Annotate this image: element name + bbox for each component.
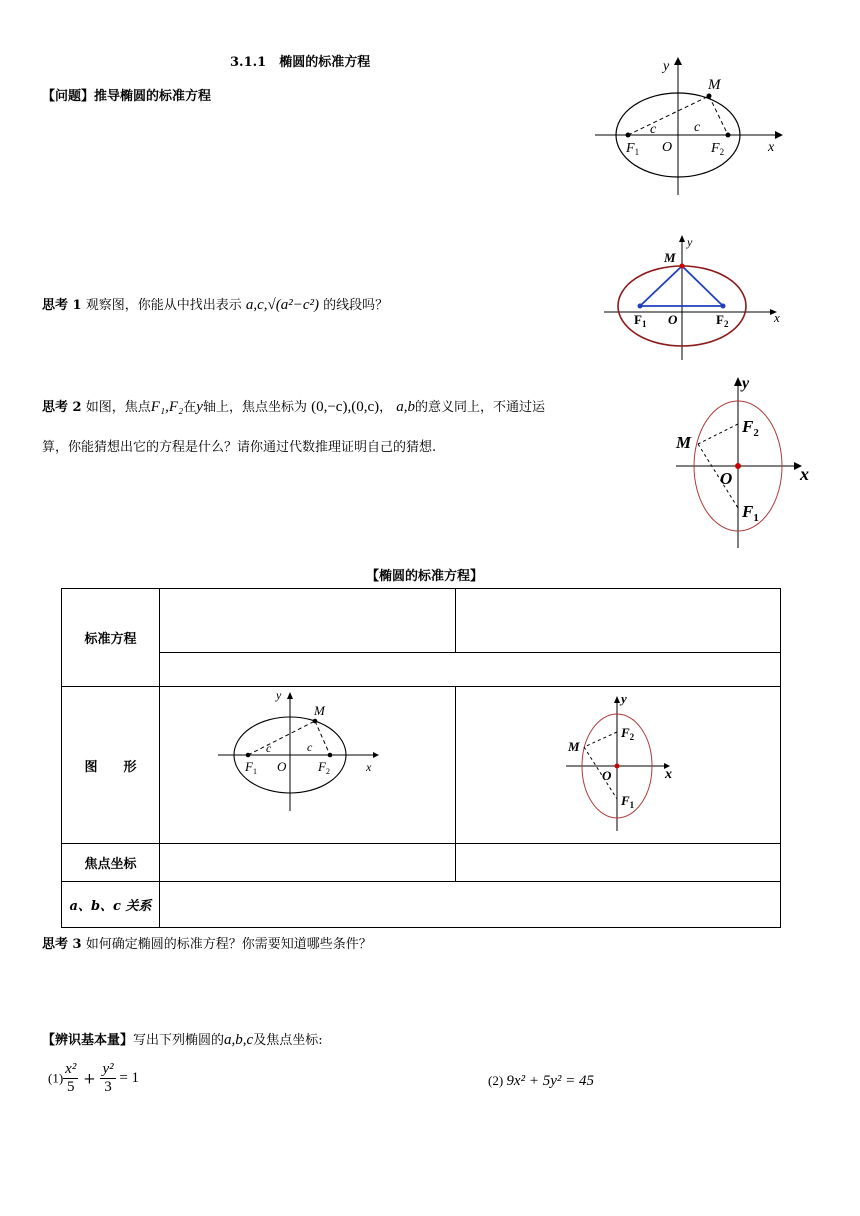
think2-text-e: 的意义同上，不通过运 bbox=[415, 400, 546, 415]
m-label: M bbox=[676, 433, 692, 452]
segment-f2-m bbox=[698, 424, 738, 444]
cell-equation-x[interactable] bbox=[160, 589, 456, 653]
exercise-2-num: (2) bbox=[488, 1073, 504, 1088]
m-label: M bbox=[664, 250, 676, 265]
x-label: x bbox=[774, 310, 780, 325]
f1-label: $F_1$ bbox=[626, 141, 640, 157]
x-label: x bbox=[665, 767, 672, 782]
think1-math: a,c,√(a²−c²) bbox=[245, 297, 320, 313]
y-axis-arrow bbox=[734, 377, 742, 386]
table-figure-vertical bbox=[456, 687, 780, 839]
identify-text-b: 及焦点坐标: bbox=[253, 1033, 323, 1048]
think2-text-d: ， bbox=[379, 400, 393, 415]
fraction-x-num: x² bbox=[65, 1061, 77, 1077]
cell-foci-y[interactable] bbox=[456, 844, 781, 882]
fraction-y-num: y² bbox=[102, 1061, 114, 1077]
exercise-2-expr: 9x² + 5y² = 45 bbox=[506, 1073, 594, 1089]
origin-label: O bbox=[668, 312, 678, 327]
think3 bbox=[42, 933, 372, 952]
f2-label: $F_2$ bbox=[716, 312, 729, 329]
identify-heading bbox=[42, 1029, 323, 1049]
exercise-2 bbox=[488, 1073, 594, 1090]
y-axis-arrow bbox=[287, 692, 293, 699]
x-label: x bbox=[800, 464, 809, 484]
row-label-foci: 焦点坐标 bbox=[62, 844, 160, 882]
think2-label: 思考 2 bbox=[42, 400, 82, 415]
c-label-right: c bbox=[307, 740, 313, 754]
fraction-x-den: 5 bbox=[67, 1079, 75, 1095]
think2-line1 bbox=[42, 396, 545, 416]
focus-f1 bbox=[626, 133, 631, 138]
c-label-right: c bbox=[694, 120, 701, 135]
segment-m-f2 bbox=[709, 96, 728, 135]
cell-foci-x[interactable] bbox=[160, 844, 456, 882]
y-label: y bbox=[276, 688, 282, 702]
cell-figure-horizontal bbox=[160, 687, 456, 844]
x-label: x bbox=[768, 140, 775, 155]
y-axis-arrow bbox=[674, 57, 682, 65]
think2-math-foci: F₁,F₂ bbox=[150, 399, 184, 415]
f2-label: $F_2$ bbox=[318, 759, 330, 776]
think2-math-ab: a,b bbox=[396, 399, 416, 415]
row-label-abc: a、b、c 关系 bbox=[62, 882, 160, 928]
origin-label: O bbox=[662, 140, 673, 155]
think2-text-b: 在 bbox=[183, 400, 197, 415]
fraction-y-den: 3 bbox=[104, 1079, 112, 1095]
exercise-1: (1) $\frac{\text{x²}}{5}$ + $\frac{\text{y²}}{3}$ = 1 bbox=[48, 1061, 140, 1095]
table-figure-horizontal bbox=[160, 687, 455, 839]
x-label: x bbox=[366, 760, 372, 774]
think3-label: 思考 3 bbox=[42, 937, 82, 952]
y-label: y bbox=[663, 59, 670, 74]
think1-text-before: 观察图，你能从中找出表示 bbox=[85, 298, 242, 313]
identify-text-a: 写出下列椭圆的 bbox=[133, 1033, 225, 1048]
f1-label: $F_1$ bbox=[742, 502, 759, 524]
identify-math: a,b,c bbox=[224, 1032, 254, 1048]
standard-equation-table bbox=[61, 588, 781, 928]
m-label: M bbox=[708, 77, 721, 93]
segment-m-f2 bbox=[315, 721, 330, 755]
origin-label: O bbox=[277, 759, 287, 774]
segment-f1-m bbox=[248, 721, 315, 755]
c-label-left: c bbox=[650, 122, 657, 137]
y-label: y bbox=[687, 235, 693, 249]
think2-math-y: y bbox=[196, 399, 203, 415]
think1-text-after: 的线段吗？ bbox=[323, 298, 389, 313]
think2-text-c: 轴上，焦点坐标为 bbox=[202, 400, 307, 415]
think3-text: 如何确定椭圆的标准方程？你需要知道哪些条件？ bbox=[85, 937, 372, 952]
origin-point bbox=[735, 463, 741, 469]
think2-line2: 算，你能猜想出它的方程是什么？请你通过代数推理证明自己的猜想. bbox=[42, 440, 437, 455]
problem-heading: 【问题】推导椭圆的标准方程 bbox=[42, 89, 212, 104]
x-axis-arrow bbox=[775, 131, 783, 139]
m-label: M bbox=[314, 703, 325, 718]
focus-f2 bbox=[328, 753, 333, 758]
f1-label: $F_1$ bbox=[634, 312, 647, 329]
f2-label: $F_2$ bbox=[711, 141, 725, 157]
exercise-1-rhs: = 1 bbox=[119, 1070, 140, 1086]
think2-math-coords: (0,−c),(0,c) bbox=[311, 399, 380, 415]
y-axis-arrow bbox=[614, 696, 620, 703]
focus-f2 bbox=[721, 304, 726, 309]
table-caption: 【椭圆的标准方程】 bbox=[366, 569, 484, 584]
focus-f1 bbox=[638, 304, 643, 309]
figure-ellipse-triangle bbox=[600, 232, 790, 364]
y-label: y bbox=[742, 375, 750, 392]
row-label-equation: 标准方程 bbox=[62, 589, 160, 687]
origin-label: O bbox=[602, 768, 612, 783]
think2-text-a: 如图，焦点 bbox=[85, 400, 151, 415]
f1-label: $F_1$ bbox=[621, 793, 635, 810]
think1-label: 思考 1 bbox=[42, 298, 82, 313]
cell-equation-common[interactable] bbox=[160, 653, 781, 687]
m-label: M bbox=[568, 739, 580, 754]
fraction-x bbox=[63, 1061, 78, 1096]
f2-label: $F_2$ bbox=[621, 725, 635, 742]
y-label: y bbox=[621, 691, 627, 706]
y-axis-arrow bbox=[679, 235, 685, 242]
focus-f1 bbox=[246, 753, 251, 758]
think1 bbox=[42, 294, 388, 314]
row-label-figure: 图 形 bbox=[62, 687, 160, 844]
f2-label: $F_2$ bbox=[742, 417, 759, 439]
c-label-left: c bbox=[266, 741, 272, 755]
page-title: 3.1.1 椭圆的标准方程 bbox=[230, 55, 371, 70]
point-m bbox=[707, 94, 712, 99]
identify-head: 【辨识基本量】 bbox=[42, 1033, 134, 1048]
origin-point bbox=[615, 764, 620, 769]
point-m bbox=[313, 719, 318, 724]
segment-m-f1 bbox=[584, 747, 617, 799]
cell-abc-relation[interactable] bbox=[160, 882, 781, 928]
fraction-y bbox=[100, 1061, 115, 1096]
x-axis-arrow bbox=[373, 752, 379, 758]
f1-label: $F_1$ bbox=[245, 759, 257, 776]
exercise-1-num: (1) bbox=[48, 1070, 64, 1086]
origin-label: O bbox=[720, 469, 733, 488]
cell-figure-vertical bbox=[456, 687, 781, 844]
figure-ellipse-vertical bbox=[668, 372, 818, 552]
focus-f2 bbox=[726, 133, 731, 138]
figure-ellipse-horizontal bbox=[590, 55, 790, 200]
point-m bbox=[680, 264, 685, 269]
cell-equation-y[interactable] bbox=[456, 589, 781, 653]
